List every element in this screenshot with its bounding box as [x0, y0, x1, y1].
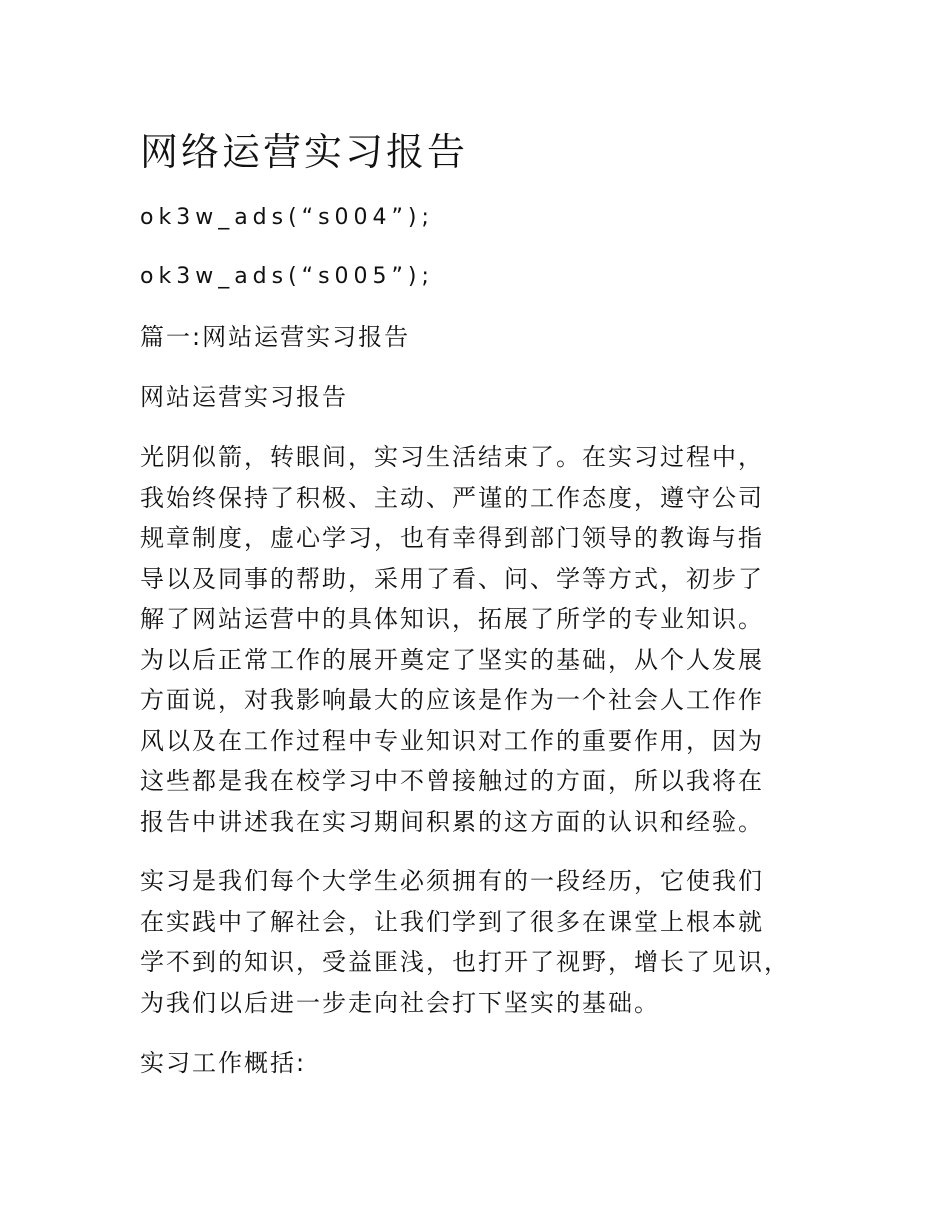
paragraph-intro [140, 437, 830, 842]
paragraph-line: 报告中讲述我在实习期间积累的这方面的认识和经验。 [140, 807, 764, 836]
sub-heading: 网站运营实习报告 [140, 383, 348, 411]
paragraph-line: 我始终保持了积极、主动、严谨的工作态度，遵守公司 [140, 483, 764, 512]
paragraph-line: 解了网站运营中的具体知识，拓展了所学的专业知识。 [140, 605, 764, 633]
document-title: 网络运营实习报告 [140, 130, 469, 174]
section-heading: 篇一:网站运营实习报告 [140, 323, 411, 351]
paragraph-line: 方面说，对我影响最大的应该是作为一个社会人工作作 [140, 686, 764, 714]
paragraph-internship [140, 861, 830, 1023]
paragraph-line: 导以及同事的帮助，采用了看、问、学等方式，初步了 [140, 564, 764, 593]
paragraph-line: 风以及在工作过程中专业知识对工作的重要作用，因为 [140, 726, 764, 755]
paragraph-line: 实习是我们每个大学生必须拥有的一段经历，它使我们 [140, 867, 764, 895]
paragraph-line: 为我们以后进一步走向社会打下坚实的基础。 [140, 988, 660, 1017]
paragraph-line: 学不到的知识，受益匪浅，也打开了视野，增长了见识， [140, 948, 790, 976]
code-line: ok3w_ads(“s005”); [140, 264, 434, 289]
paragraph-line: 为以后正常工作的展开奠定了坚实的基础，从个人发展 [140, 645, 764, 674]
code-line: ok3w_ads(“s004”); [140, 205, 434, 230]
paragraph-line: 这些都是我在校学习中不曾接触过的方面，所以我将在 [140, 767, 764, 795]
paragraph-line: 在实践中了解社会，让我们学到了很多在课堂上根本就 [140, 907, 764, 936]
paragraph-line: 规章制度，虚心学习，也有幸得到部门领导的教诲与指 [140, 524, 764, 552]
paragraph-line: 光阴似箭，转眼间，实习生活结束了。在实习过程中， [140, 443, 764, 471]
work-summary-heading: 实习工作概括: [140, 1049, 307, 1077]
